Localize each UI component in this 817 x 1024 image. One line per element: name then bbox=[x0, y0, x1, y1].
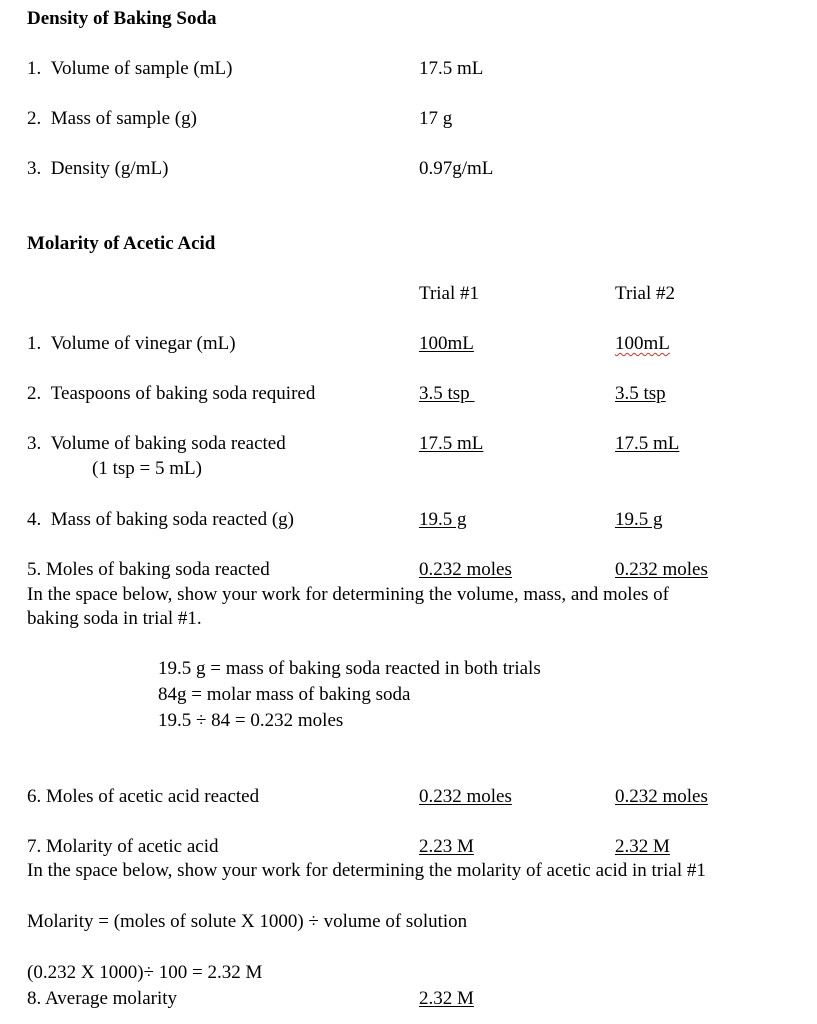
density-heading: Density of Baking Soda bbox=[27, 8, 217, 29]
trial1-value: 0.232 moles bbox=[419, 786, 512, 807]
trial2-value: 17.5 mL bbox=[615, 433, 680, 454]
trial1-value: 19.5 g bbox=[419, 509, 467, 530]
work-line: 84g = molar mass of baking soda bbox=[158, 684, 411, 705]
work1-instruction: baking soda in trial #1. bbox=[27, 608, 202, 629]
molarity-row-label: 5. Moles of baking soda reacted bbox=[27, 559, 270, 580]
trial1-header: Trial #1 bbox=[419, 283, 480, 304]
molarity-row-label: 4. Mass of baking soda reacted (g) bbox=[27, 509, 294, 530]
trial2-header: Trial #2 bbox=[615, 283, 676, 304]
density-row-value: 17.5 mL bbox=[419, 58, 484, 79]
average-molarity-value: 2.32 M bbox=[419, 988, 474, 1009]
trial1-value: 0.232 moles bbox=[419, 559, 512, 580]
molarity-heading: Molarity of Acetic Acid bbox=[27, 233, 216, 254]
trial2-value: 19.5 g bbox=[615, 509, 663, 530]
work-line: 19.5 g = mass of baking soda reacted in both trials bbox=[158, 658, 541, 679]
average-molarity-label: 8. Average molarity bbox=[27, 988, 178, 1009]
trial1-value: 3.5 tsp bbox=[419, 383, 475, 404]
molarity-row-label: 7. Molarity of acetic acid bbox=[27, 836, 219, 857]
trial2-value: 0.232 moles bbox=[615, 559, 708, 580]
molarity-row-label: 1. Volume of vinegar (mL) bbox=[27, 333, 236, 354]
trial2-value: 0.232 moles bbox=[615, 786, 708, 807]
molarity-calc: (0.232 X 1000)÷ 100 = 2.32 M bbox=[27, 962, 263, 983]
trial1-value: 100mL bbox=[419, 333, 474, 354]
molarity-row-label: 6. Moles of acetic acid reacted bbox=[27, 786, 260, 807]
trial2-value: 3.5 tsp bbox=[615, 383, 666, 404]
trial1-value: 17.5 mL bbox=[419, 433, 484, 454]
work1-instruction: In the space below, show your work for determining the volume, mass, and moles of bbox=[27, 584, 669, 605]
molarity-row-sublabel: (1 tsp = 5 mL) bbox=[92, 458, 202, 479]
trial2-value: 2.32 M bbox=[615, 836, 670, 857]
trial1-value: 2.23 M bbox=[419, 836, 474, 857]
density-row-value: 17 g bbox=[419, 108, 453, 129]
molarity-formula: Molarity = (moles of solute X 1000) ÷ volume of solution bbox=[27, 911, 468, 932]
density-row-label: 1. Volume of sample (mL) bbox=[27, 58, 233, 79]
molarity-row-label: 2. Teaspoons of baking soda required bbox=[27, 383, 316, 404]
density-row-value: 0.97g/mL bbox=[419, 158, 494, 179]
molarity-row-label: 3. Volume of baking soda reacted bbox=[27, 433, 286, 454]
work-line: 19.5 ÷ 84 = 0.232 moles bbox=[158, 710, 344, 731]
density-row-label: 3. Density (g/mL) bbox=[27, 158, 169, 179]
work2-instruction: In the space below, show your work for determining the molarity of acetic acid in trial #1 bbox=[27, 860, 706, 881]
trial2-value: 100mL bbox=[615, 333, 670, 354]
density-row-label: 2. Mass of sample (g) bbox=[27, 108, 197, 129]
